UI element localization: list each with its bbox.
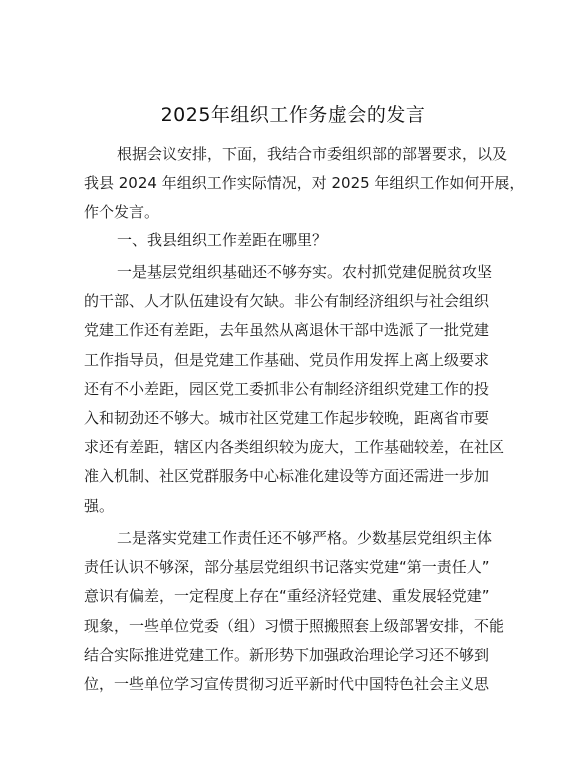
paragraph-line: 准入机制、社区党群服务中心标准化建设等方面还需进一步加 xyxy=(84,467,490,486)
paragraph-1 xyxy=(84,258,504,521)
paragraph-line: 入和韧劲还不够大。城市社区党建工作起步较晚，距离省市要 xyxy=(84,409,490,428)
section-heading-text: 一、我县组织工作差距在哪里？ xyxy=(117,231,328,249)
paragraph-line: 一是基层党组织基础还不够夯实。农村抓党建促脱贫攻坚 xyxy=(117,263,493,281)
paragraph-line: 意识有偏差，一定程度上存在“重经济轻党建、重发展轻党建” xyxy=(84,587,490,606)
paragraph-line: 党建工作还有差距，去年虽然从离退休干部中选派了一批党建 xyxy=(84,321,490,340)
paragraph-line: 还有不小差距，园区党工委抓非公有制经济组织党建工作的投 xyxy=(84,379,490,398)
paragraph-line: 责任认识不够深，部分基层党组织书记落实党建“第一责任人” xyxy=(84,558,490,577)
paragraph-line: 位，一些单位学习宣传贯彻习近平新时代中国特色社会主义思 xyxy=(84,675,490,694)
section-heading xyxy=(84,226,504,255)
intro-line: 作个发言。 xyxy=(84,203,160,222)
paragraph-line: 二是落实党建工作责任还不够严格。少数基层党组织主体 xyxy=(117,529,493,547)
paragraph-line: 结合实际推进党建工作。新形势下加强政治理论学习还不够到 xyxy=(84,645,490,664)
intro-line: 根据会议安排，下面，我结合市委组织部的部署要求，以及 xyxy=(117,145,508,163)
paragraph-line: 工作指导员，但是党建工作基础、党员作用发挥上离上级要求 xyxy=(84,350,490,369)
paragraph-line: 现象，一些单位党委（组）习惯于照搬照套上级部署安排，不能 xyxy=(84,616,505,635)
paragraph-line: 的干部、人才队伍建设有欠缺。非公有制经济组织与社会组织 xyxy=(84,292,490,311)
intro-paragraph xyxy=(84,140,525,228)
intro-line: 我县 2024 年组织工作实际情况，对 2025 年组织工作如何开展， xyxy=(84,174,525,193)
paragraph-line: 强。 xyxy=(84,496,115,515)
paragraph-line: 求还有差距，辖区内各类组织较为庞大，工作基础较差，在社区 xyxy=(84,438,505,457)
document-title: 2025年组织工作务虚会的发言 xyxy=(160,104,426,126)
paragraph-2 xyxy=(84,524,504,699)
